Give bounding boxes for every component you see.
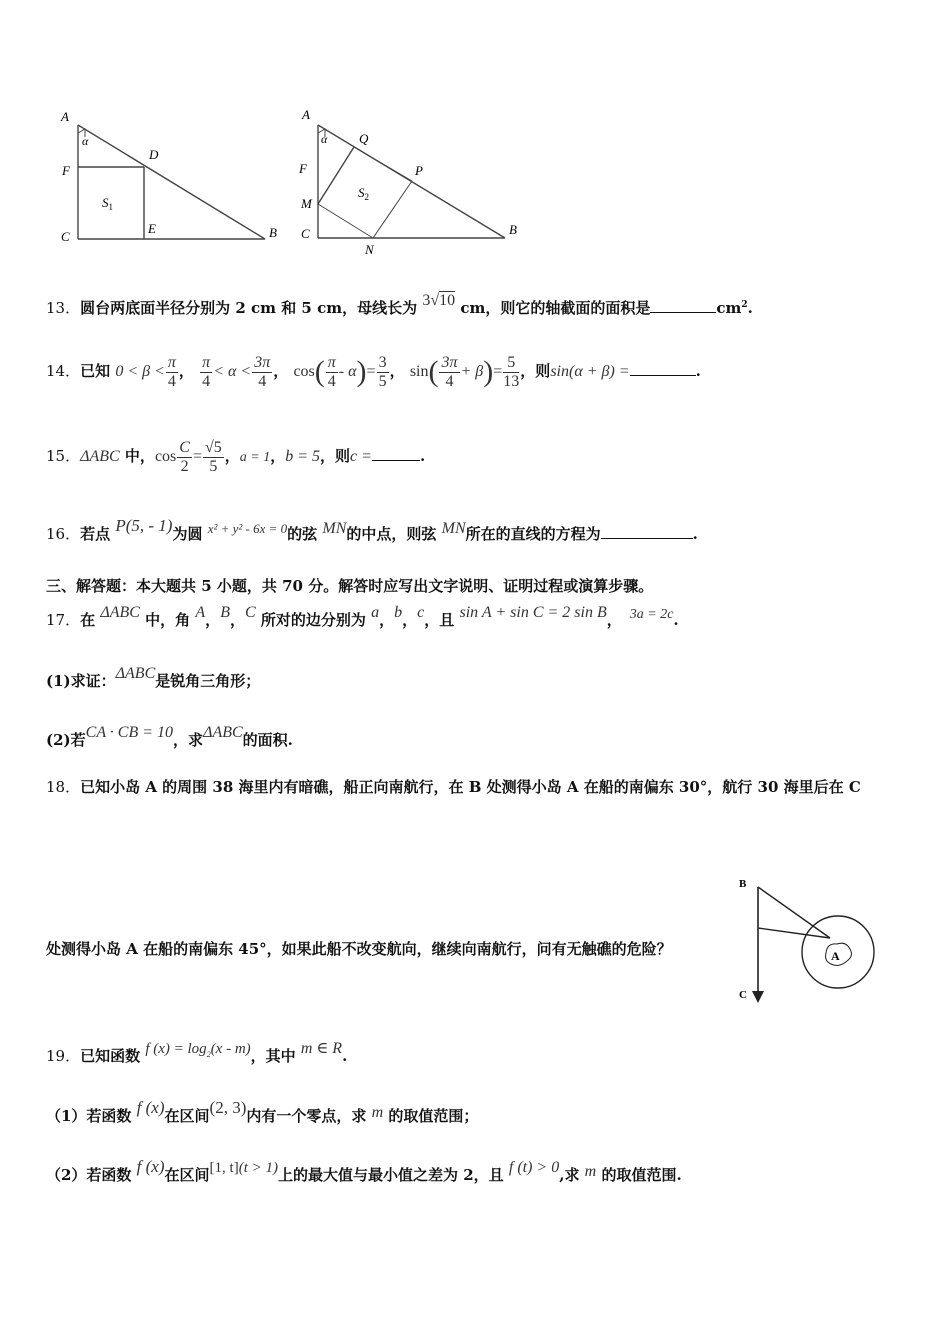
q14-frac-3-5: $\frac{3}{5}$ — [378, 353, 387, 390]
fig2-label-q: Q — [359, 131, 369, 146]
q17-condition-2: 3a = 2c — [629, 607, 674, 622]
q15-frac-sqrt5-5: $\frac{√5}{5}$ — [204, 438, 222, 475]
fig1-label-b: B — [269, 225, 277, 240]
question-number: 19． — [46, 1047, 81, 1065]
q14-eq-1: = — [366, 363, 376, 380]
q17-2-label: (2)若 — [46, 731, 86, 749]
question-number: 18． — [46, 778, 81, 796]
q14-comma-2: ， — [273, 362, 289, 380]
fig1-label-a: A — [61, 109, 69, 124]
question-16 — [46, 516, 698, 544]
q17-sep-4: ， — [402, 611, 418, 629]
question-15 — [46, 434, 425, 478]
q17-end: . — [673, 611, 679, 629]
q19-1-m: m — [371, 1104, 384, 1121]
island-label-c: C — [739, 989, 747, 1001]
q14-plus-beta: + β — [460, 363, 484, 380]
q19-2-m: m — [584, 1163, 597, 1180]
q19-2-fx: f (x) — [136, 1157, 165, 1176]
q17-sep-3: ， — [379, 611, 395, 629]
q14-frac-pi-4: $\frac{\pi}{4}$ — [167, 353, 176, 390]
question-number: 15． — [46, 447, 81, 465]
q14-minus-alpha: - α — [338, 363, 357, 380]
q13-unit-sup: 2 — [741, 300, 748, 310]
q14-frac-3pi-4: $\frac{3\pi}{4}$ — [254, 353, 271, 390]
section-3-heading: 三、解答题：本大题共 5 小题，共 70 分。解答时应写出文字说明、证明过程或演算步骤。 — [46, 577, 654, 595]
q14-cos: cos — [293, 363, 315, 380]
q13-unit: cm — [716, 299, 742, 317]
q14-eq-2: = — [493, 363, 503, 380]
q15-text-1: 中， — [119, 447, 155, 465]
q18-text-1: 已知小岛 A 的周围 38 海里内有暗礁，船正向南航行，在 B 处测得小岛 A 在船的南偏东 30°，航行 30 海里后在 C — [80, 778, 861, 796]
q15-answer-blank[interactable] — [372, 460, 420, 461]
fig2-label-b: B — [509, 222, 517, 237]
q15-triangle: ΔABC — [80, 448, 120, 465]
q19-m-in-r: m ∈ R — [300, 1040, 343, 1057]
fig2-label-p: P — [415, 163, 423, 178]
q13-text-2: cm，则它的轴截面的面积是 — [455, 299, 651, 317]
fig2-label-c: C — [301, 226, 310, 241]
q19-2-text-1: 在区间 — [164, 1166, 210, 1184]
q17-triangle: ΔABC — [100, 604, 140, 621]
q14-paren-close-2: ) — [483, 355, 494, 388]
q14-frac-pi-4-c: $\frac{\pi}{4}$ — [327, 353, 336, 390]
q17-2-text-1: ，求 — [173, 731, 204, 749]
question-19 — [46, 1040, 348, 1067]
q17-sep-5: ， — [606, 611, 622, 629]
q14-ineq-alpha: < α < — [213, 363, 252, 380]
q19-1-text-1: 在区间 — [164, 1107, 210, 1125]
q16-answer-blank[interactable] — [601, 538, 693, 539]
q19-2-condition: (t > 1) — [238, 1160, 278, 1176]
island-label-a: A — [831, 949, 840, 963]
q17-side-a: a — [371, 604, 380, 621]
q17-text-3: 所对的边分别为 — [255, 611, 372, 629]
q17-2-vector-product: CA · CB = 10 — [85, 724, 174, 741]
q17-condition-1: sin A + sin C = 2 sin B — [459, 604, 607, 621]
question-number: 17． — [46, 611, 81, 629]
q14-answer-blank[interactable] — [630, 375, 696, 376]
fig2-label-m: M — [301, 196, 312, 211]
q19-2-label: （2）若函数 — [46, 1166, 137, 1184]
q15-eq: = — [192, 448, 202, 465]
q14-frac-pi-4-b: $\frac{\pi}{4}$ — [202, 353, 211, 390]
q16-text-2: 为圆 — [172, 525, 208, 543]
q14-ineq-beta: 0 < β < — [115, 363, 165, 380]
q19-2-text-4: 的取值范围. — [596, 1166, 682, 1184]
fig2-label-n: N — [365, 242, 374, 257]
q17-angle-a: A — [195, 604, 206, 621]
q14-paren-open-1: ( — [314, 355, 325, 388]
q14-end: . — [695, 362, 701, 380]
q15-comma-1: ， — [224, 447, 240, 465]
figure-island-navigation — [736, 873, 881, 1008]
q19-1-text-3: 的取值范围； — [383, 1107, 479, 1125]
q17-1-label: (1)求证： — [46, 672, 116, 690]
q14-sin: sin — [409, 363, 429, 380]
q17-angle-c: C — [244, 604, 256, 621]
fig2-square-nm — [318, 204, 373, 238]
q17-side-c: c — [417, 604, 425, 621]
fig1-label-f: F — [62, 163, 70, 178]
q16-chord-mn: MN — [322, 520, 347, 537]
q17-angle-b: B — [220, 604, 230, 621]
q15-end: . — [419, 447, 426, 465]
fig1-label-s: $S_1$ — [102, 195, 113, 212]
fig1-label-c: C — [61, 229, 70, 244]
q18-text-2: 处测得小岛 A 在船的南偏东 45°，如果此船不改变航向，继续向南航行，问有无触礁的危险？ — [46, 940, 672, 958]
q17-side-b: b — [394, 604, 403, 621]
q19-1-fx: f (x) — [136, 1098, 165, 1117]
q16-text-5: 所在的直线的方程为 — [465, 525, 601, 543]
q14-text-2: ，则 — [520, 362, 551, 380]
q17-1-text: 是锐角三角形； — [155, 672, 261, 690]
question-18-line-1 — [46, 776, 861, 797]
q15-a-value: a = 1 — [239, 450, 271, 465]
q19-text-2: ，其中 — [250, 1047, 301, 1065]
fig1-label-alpha: α — [82, 134, 89, 148]
q13-coef: 3 — [422, 292, 431, 309]
q17-1-triangle: ΔABC — [115, 665, 156, 682]
q19-text-1: 已知函数 — [80, 1047, 146, 1065]
fig2-label-f: F — [299, 161, 307, 176]
q13-end: . — [747, 299, 753, 317]
q16-text-4: 的中点，则弦 — [346, 525, 442, 543]
sight-line-b — [758, 887, 830, 938]
q19-1-text-2: 内有一个零点，求 — [246, 1107, 372, 1125]
q13-answer-blank[interactable] — [650, 312, 716, 313]
question-13 — [46, 292, 753, 318]
q19-2-text-2: 上的最大值与最小值之差为 2，且 — [277, 1166, 509, 1184]
q16-circle-eq: x² + y² - 6x = 0 — [207, 521, 288, 536]
question-17-part-2 — [46, 724, 293, 750]
q14-frac-5-13: $\frac{5}{13}$ — [503, 353, 520, 390]
q16-text-3: 的弦 — [287, 525, 323, 543]
q19-1-interval: (2, 3) — [209, 1098, 247, 1117]
q14-expr: sin(α + β) = — [550, 363, 630, 380]
q15-b-value: b = 5 — [285, 448, 321, 465]
q14-paren-close-1: ) — [356, 355, 367, 388]
question-number: 16． — [46, 525, 81, 543]
q16-chord-mn-2: MN — [441, 520, 466, 537]
q19-1-label: （1）若函数 — [46, 1107, 137, 1125]
q13-sqrt-sign: √ — [430, 292, 440, 309]
q14-paren-open-2: ( — [428, 355, 439, 388]
question-19-part-1 — [46, 1098, 479, 1126]
question-17-part-1 — [46, 665, 261, 691]
fig1-label-d: D — [149, 147, 159, 162]
q15-text-2: ，则 — [320, 447, 351, 465]
q17-sep-2: ， — [229, 611, 245, 629]
q17-text-1: 在 — [80, 611, 101, 629]
fig2-label-s: $S_2$ — [358, 185, 369, 202]
question-number: 13． — [46, 299, 81, 317]
q17-text-4: ，且 — [424, 611, 460, 629]
fig1-side-ab — [78, 125, 265, 239]
question-14 — [46, 349, 701, 393]
fig2-label-alpha: α — [321, 132, 328, 146]
figure-triangle-s1 — [55, 105, 290, 250]
q13-radicand: 10 — [439, 292, 456, 309]
fig2-square-pn — [373, 181, 412, 238]
q15-frac-c-2: $\frac{C}{2}$ — [179, 438, 190, 475]
q14-comma-1: ， — [178, 362, 194, 380]
question-17 — [46, 604, 679, 630]
arrow-down-icon — [752, 991, 764, 1003]
q17-sep-1: ， — [205, 611, 221, 629]
q14-text-1: 已知 — [80, 362, 111, 380]
fig2-square-mq — [318, 147, 354, 204]
figure-triangle-s2 — [293, 105, 528, 260]
q19-2-text-3: ,求 — [559, 1166, 585, 1184]
q19-end: . — [342, 1047, 348, 1065]
q17-2-triangle: ΔABC — [203, 724, 243, 741]
q13-text-1: 圆台两底面半径分别为 2 cm 和 5 cm，母线长为 — [80, 299, 423, 317]
q14-comma-3: ， — [389, 362, 405, 380]
q15-c-expr: c = — [350, 448, 372, 465]
q17-2-text-2: 的面积. — [242, 731, 293, 749]
q17-text-2: 中，角 — [139, 611, 196, 629]
question-19-part-2 — [46, 1157, 682, 1185]
q19-function: f $(x) = \log_2(x - m)$ — [145, 1041, 251, 1059]
question-18-line-2 — [46, 938, 672, 959]
fig2-label-a: A — [302, 107, 310, 122]
q14-frac-3pi-4-b: $\frac{3\pi}{4}$ — [441, 353, 458, 390]
q15-cos: cos — [154, 448, 177, 465]
q16-point-p: P(5, - 1) — [115, 516, 173, 535]
q15-comma-2: ， — [270, 447, 286, 465]
q19-2-interval: [1, t] — [209, 1160, 239, 1176]
fig2-square-qp — [354, 147, 412, 181]
q16-end: . — [692, 525, 698, 543]
q16-text-1: 若点 — [80, 525, 116, 543]
question-number: 14． — [46, 362, 81, 380]
fig1-label-e: E — [148, 221, 156, 236]
q19-2-ft: f (t) > 0 — [508, 1159, 560, 1176]
island-label-b: B — [739, 878, 747, 890]
